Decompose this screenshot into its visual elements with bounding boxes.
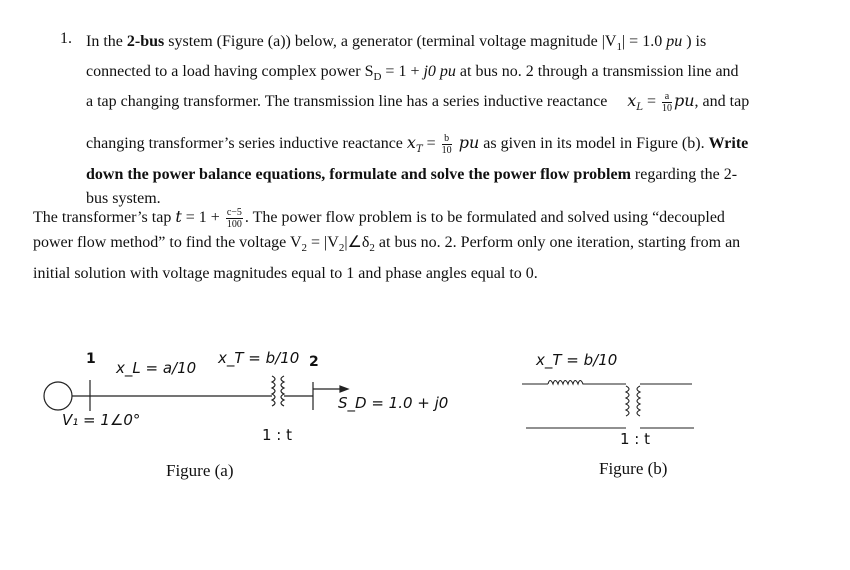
paragraph-2-line-3: initial solution with voltage magnitudes equal to 1 and phase angles equal to 0. xyxy=(33,265,538,283)
load-label: S_D = 1.0 + j0 xyxy=(338,394,449,412)
question-line-3: a tap changing transformer. The transmission line has a series inductive reactance $x_L$ = $\frac{a}{10}$ pu, and tap xyxy=(86,91,750,115)
figure-b-caption: Figure (b) xyxy=(599,459,668,478)
paragraph-2-line-1: The transformer’s tap t = 1 + $\frac{c-5}{100}$ . The power flow problem is to be formulated and solved using “decoupled xyxy=(33,206,725,230)
ideal-transformer-primary xyxy=(626,386,629,416)
xt-label-b: x_T = b/10 xyxy=(536,351,618,369)
xl-label: x_L = a/10 xyxy=(116,359,197,377)
generator-symbol xyxy=(44,382,72,410)
transformer-secondary-coil xyxy=(281,376,284,406)
bus-1-label: 1 xyxy=(86,351,96,367)
tap-ratio-label-b: 1 : t xyxy=(620,430,651,448)
figure-a-caption: Figure (a) xyxy=(166,461,234,480)
ideal-transformer-secondary xyxy=(637,386,640,416)
question-number: 1. xyxy=(60,30,72,47)
question-line-1: In the 2-bus system (Figure (a)) below, a generator (terminal voltage magnitude $|V_1| = 1.0$ pu ) is xyxy=(86,33,707,54)
bus-2-label: 2 xyxy=(309,354,319,370)
figure-b-diagram xyxy=(522,381,694,429)
fraction-a-over-10: $\frac{a}{10}$ xyxy=(662,91,672,115)
transformer-primary-coil xyxy=(272,376,275,406)
paragraph-2-line-2: power flow method” to find the voltage $V_2$ = $|V_2|\angle\delta_2$ at bus no. 2. Perform only one iteration, starting from an xyxy=(33,234,741,255)
fraction-c-minus-5-over-100: $\frac{c-5}{100}$ xyxy=(226,206,242,230)
question-line-6: bus system. xyxy=(86,190,161,208)
question-line-4: changing transformer’s series inductive reactance $x_T$ = $\frac{b}{10}$ pu as given in its model in Figure (b). Write xyxy=(86,132,749,156)
figure-a-diagram xyxy=(44,376,348,411)
tap-ratio-label-a: 1 : t xyxy=(262,426,293,444)
load-arrow-icon xyxy=(340,386,348,392)
fraction-b-over-10: $\frac{b}{10}$ xyxy=(441,132,452,156)
question-line-2: connected to a load having complex power $S_D = 1 + j0$ pu at bus no. 2 through a transmission line and xyxy=(86,62,739,83)
xt-label-a: x_T = b/10 xyxy=(218,349,300,367)
series-inductor xyxy=(548,381,590,385)
v1-label: V₁ = 1∠0° xyxy=(62,411,141,429)
question-line-5: down the power balance equations, formulate and solve the power flow problem regarding the 2- xyxy=(86,165,738,183)
